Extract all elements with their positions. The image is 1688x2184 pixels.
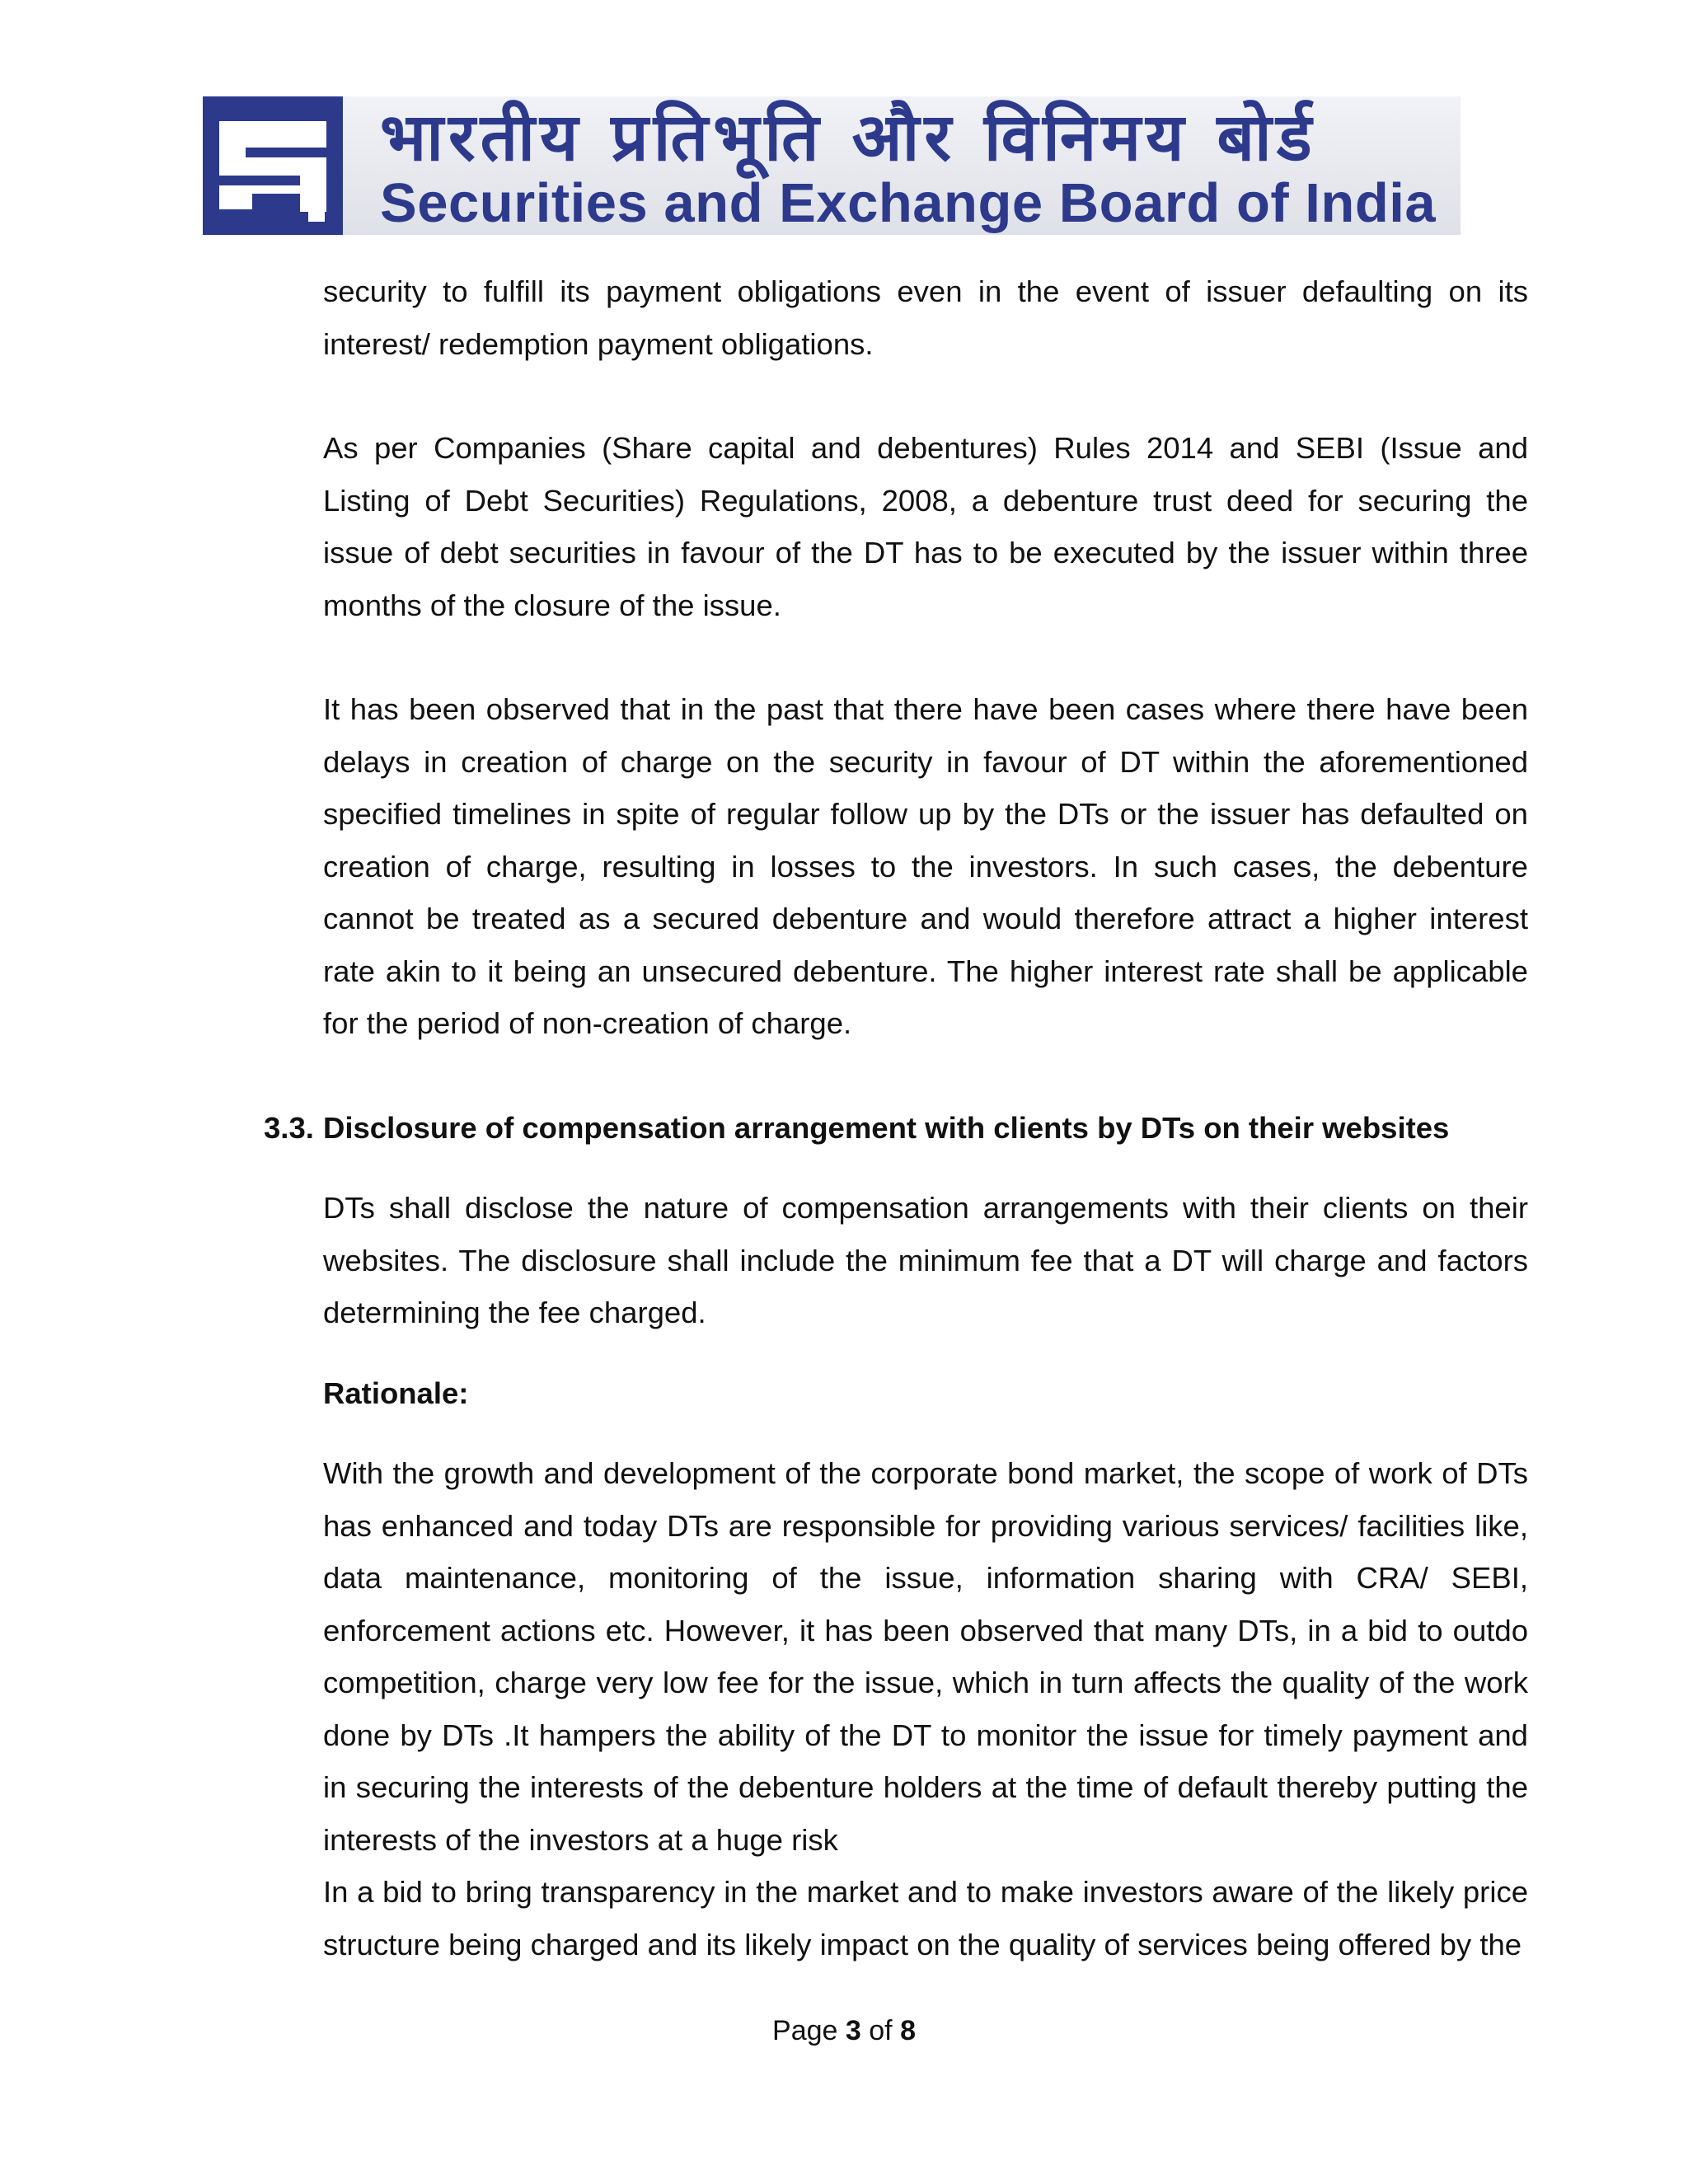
rationale-label: Rationale: bbox=[323, 1376, 469, 1410]
english-title: Securities and Exchange Board of India bbox=[380, 172, 1437, 234]
page-content bbox=[264, 265, 1528, 1971]
paragraph: With the growth and development of the corporate bond market, the scope of work of DTs has enhanced and today DTs are responsible for providing various services/ facilities like, data maintenance, monitoring of the issue, information sharing with CRA/ SEBI, enforcement actions etc. However, it has been observed that many DTs, in a bid to outdo competition, charge very low fee for the issue, which in turn affects the quality of the work done by DTs .It hampers the ability of the DT to monitor the issue for timely payment and in securing the interests of the debenture holders at the time of default thereby putting the interests of the investors at a huge risk bbox=[323, 1456, 1528, 1857]
paragraph: As per Companies (Share capital and debentures) Rules 2014 and SEBI (Issue and Listing of Debt Securities) Regulations, 2008, a debenture trust deed for securing the issue of debt securities in favour of the DT has to be executed by the issuer within three months of the closure of the issue. bbox=[323, 431, 1528, 622]
section-heading bbox=[264, 1102, 1528, 1155]
hindi-title: भारतीय प्रतिभूति और विनिमय बोर्ड bbox=[380, 99, 1317, 176]
paragraph: security to fulfill its payment obligations even in the event of issuer defaulting on its interest/ redemption payment obligations. bbox=[323, 274, 1528, 361]
page-total: 8 bbox=[900, 2015, 916, 2046]
paragraph: DTs shall disclose the nature of compensation arrangements with their clients on their websites. The disclosure shall include the minimum fee that a DT will charge and factors determining the fee charged. bbox=[323, 1191, 1528, 1329]
page-word: Page bbox=[772, 2015, 838, 2046]
page-number bbox=[0, 2013, 1688, 2049]
sebi-logo-icon bbox=[203, 96, 343, 235]
sebi-header-banner bbox=[203, 96, 1461, 235]
paragraph: In a bid to bring transparency in the market and to make investors aware of the likely price structure being charged and its likely impact on the quality of services being offered by the bbox=[323, 1875, 1528, 1961]
section-title: Disclosure of compensation arrangement with clients by DTs on their websites bbox=[323, 1110, 1450, 1145]
page-current: 3 bbox=[845, 2015, 861, 2046]
page-of: of bbox=[869, 2015, 893, 2046]
paragraph: It has been observed that in the past that there have been cases where there have been delays in creation of charge on the security in favour of DT within the aforementioned specified timelines in spite of regular follow up by the DTs or the issuer has defaulted on creation of charge, resulting in losses to the investors. In such cases, the debenture cannot be treated as a secured debenture and would therefore attract a higher interest rate akin to it being an unsecured debenture. The higher interest rate shall be applicable for the period of non-creation of charge. bbox=[323, 692, 1528, 1040]
section-number: 3.3. bbox=[264, 1110, 314, 1145]
